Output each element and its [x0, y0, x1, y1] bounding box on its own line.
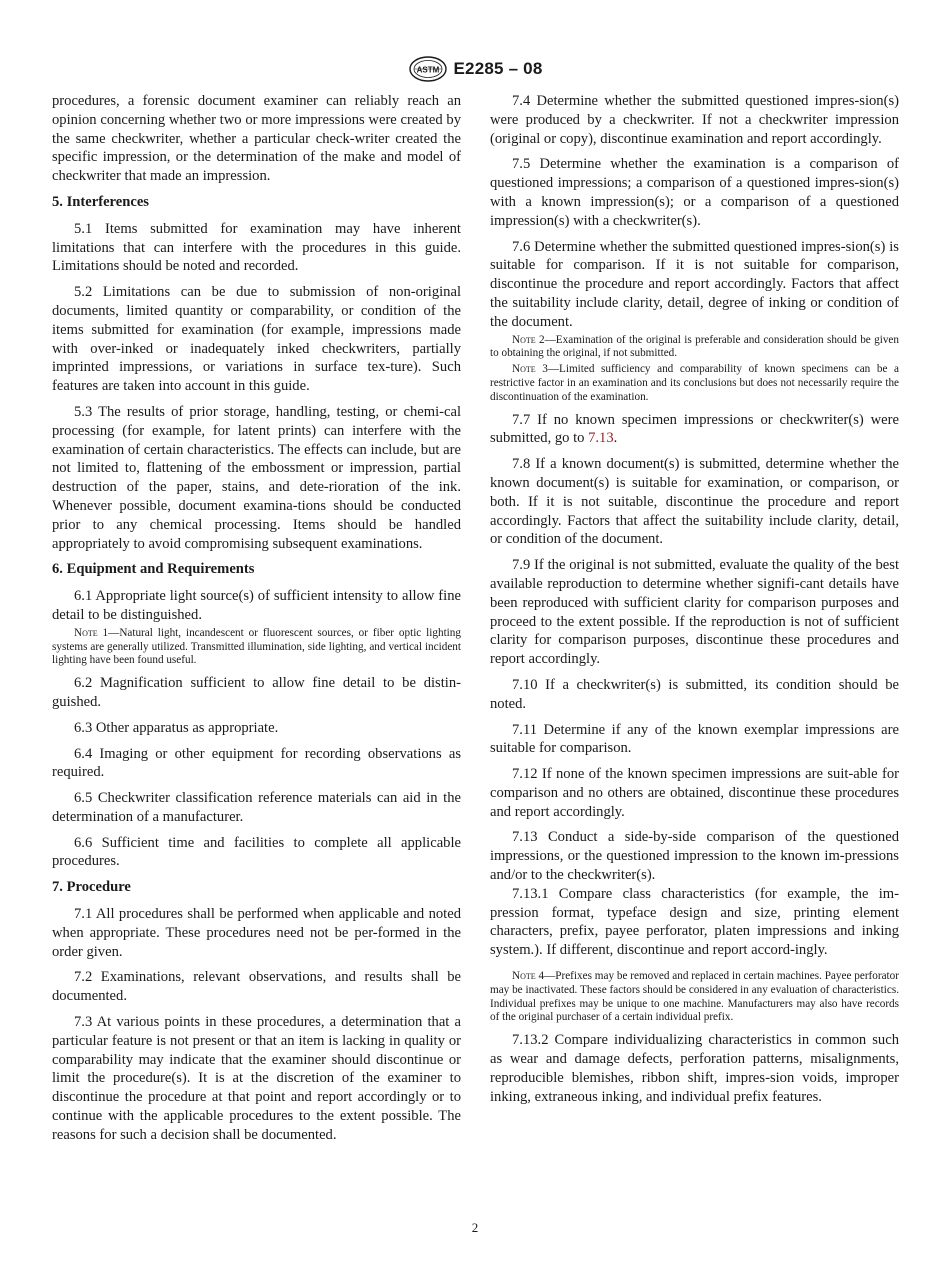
- paragraph-7-2: 7.2 Examinations, relevant observations, and results shall be documented.: [52, 969, 461, 1005]
- section-7-heading: 7. Procedure: [52, 879, 131, 896]
- document-designation: E2285 – 08: [453, 59, 543, 78]
- paragraph-7-10: 7.10 If a checkwriter(s) is submitted, its condition should be noted.: [490, 676, 899, 712]
- intro-paragraph: procedures, a forensic document examiner can reliably reach an opinion concerning whether two or more impressions were created by the same checkwriter, whether a particular check-writer created the specific impression, or the determination of the make and model of checkwriter that made an impression.: [52, 93, 461, 185]
- section-6-heading: 6. Equipment and Requirements: [52, 561, 255, 578]
- paragraph-7-6: 7.6 Determine whether the submitted questioned impres-sion(s) is suitable for comparison. If it is not suitable for comparison, discontinue the procedure and report accordingly. Factors that affect the suitability include clarity, detail, degree of inking or condition of the document.: [490, 238, 899, 330]
- paragraph-7-3: 7.3 At various points in these procedures, a determination that a particular feature is not present or that an item is lacking in quality or comparability may indicate that the examiner should discontinue or limit the procedure(s). It is at the discretion of the examiner to discontinue the procedure at that point and report accordingly or to continue with the applicable procedures to the extent possible. The reasons for such a decision shall be documented.: [52, 1014, 461, 1143]
- paragraph-7-12: 7.12 If none of the known specimen impressions are suit-able for comparison and no others are obtained, discontinue these procedures and report accordingly.: [490, 766, 899, 820]
- note-1: [52, 627, 461, 668]
- section-5-heading: 5. Interferences: [52, 193, 149, 210]
- link-7-13[interactable]: 7.13: [588, 430, 614, 447]
- paragraph-7-8: 7.8 If a known document(s) is submitted, determine whether the known document(s) is suitable for examination, or comparison, or both. If it is not suitable, discontinue the procedure and report accordingly. Factors that affect the suitability include clarity, detail, or condition of the document.: [490, 456, 899, 548]
- paragraph-7-7: [490, 411, 899, 449]
- paragraph-7-1: 7.1 All procedures shall be performed when applicable and noted when appropriate. These procedures need not be per-formed in the order given.: [52, 906, 461, 960]
- paragraph-6-1: 6.1 Appropriate light source(s) of sufficient intensity to allow fine detail to be distinguished.: [52, 588, 461, 623]
- note-3-text: —Limited sufficiency and comparability of known specimens can be a restrictive factor in an examination and its conclusions but does not necessarily require the discontinuation of the examination.: [490, 363, 899, 403]
- astm-logo: [408, 56, 448, 82]
- paragraph-6-6: 6.6 Sufficient time and facilities to complete all applicable procedures.: [52, 834, 461, 870]
- note-4-text: —Prefixes may be removed and replaced in certain machines. Payee perforator may be inactivated. These factors should be considered in any evaluation of characteristics. Individual prefixes may be unique to one machine. Manufacturers may also have records of the original purchaser of a certain individual prefix.: [490, 970, 899, 1024]
- paragraph-5-1: 5.1 Items submitted for examination may have inherent limitations that can interfere with the procedures in this guide. Limitations should be noted and recorded.: [52, 220, 461, 275]
- paragraph-6-2: 6.2 Magnification sufficient to allow fine detail to be distin-guished.: [52, 675, 461, 710]
- note-1-text: —Natural light, incandescent or fluorescent sources, or fiber optic lighting systems are generally utilized. Transmitted illumination, side lighting, and vertical incident lighting have been found useful.: [52, 626, 461, 667]
- paragraph-5-3: 5.3 The results of prior storage, handling, testing, or chemi-cal processing (for example, for latent prints) can interfere with the examination of certain characteristics. The effects can include, but are not limited to, flattening of the embossment or impression, partial destruction of the paper, stains, and dete-rioration of the ink. Whenever possible, document examina-tions should be conducted prior to any chemical processing. Items should be handled appropriately to avoid compromising subsequent examinations.: [52, 403, 461, 552]
- svg-text:ASTM: ASTM: [416, 65, 439, 75]
- paragraph-7-7-end: .: [613, 430, 618, 447]
- page-header: [0, 55, 950, 83]
- note-4-label: Note 4: [512, 970, 545, 983]
- paragraph-7-13: 7.13 Conduct a side-by-side comparison of the questioned impressions, or the questioned impression to the known im-pressions and/or to the checkwriter(s).: [490, 829, 899, 884]
- paragraph-7-5: 7.5 Determine whether the examination is a comparison of questioned impressions; a comparison of a questioned impres-sion(s) with a known impression(s); or a comparison of a questioned impression(s) with a checkwriter(s).: [490, 156, 899, 229]
- note-3: [490, 363, 899, 404]
- paragraph-6-4: 6.4 Imaging or other equipment for recording observations as required.: [52, 745, 461, 781]
- paragraph-5-2: 5.2 Limitations can be due to submission of non-original documents, limited quantity or comparability, or condition of the items submitted for examination (for example, impressions made with over-inked or inadequately inked checkwriters, partially imprinted impressions, or variations in surface tex-ture). Such features are taken into account in this guide.: [52, 284, 461, 395]
- paragraph-7-11: 7.11 Determine if any of the known exemplar impressions are suitable for comparison.: [490, 721, 899, 757]
- page-number: 2: [471, 1220, 479, 1235]
- note-2-label: Note 2: [512, 333, 545, 346]
- paragraph-6-5: 6.5 Checkwriter classification reference materials can aid in the determination of a manufacturer.: [52, 790, 461, 825]
- note-1-label: Note 1: [74, 626, 109, 639]
- note-4: [490, 970, 899, 1025]
- note-3-label: Note 3: [512, 363, 548, 376]
- paragraph-6-3: 6.3 Other apparatus as appropriate.: [74, 719, 279, 736]
- paragraph-7-7-text: 7.7 If no known specimen impressions or checkwriter(s) were submitted, go to: [490, 411, 899, 447]
- right-column: [490, 92, 899, 1113]
- note-2-text: —Examination of the original is preferable and consideration should be given to obtaining the original, if not submitted.: [490, 333, 899, 360]
- note-2: [490, 334, 899, 362]
- paragraph-7-13-2: 7.13.2 Compare individualizing characteristics in common such as wear and damage defects, perforation patterns, misalignments, reproducible blemishes, ribbon shift, impres-sion voids, improper inking, extraneous inking, and individual prefix features.: [490, 1032, 899, 1105]
- left-column: [52, 92, 461, 1152]
- paragraph-7-13-1: 7.13.1 Compare class characteristics (for example, the im-pression format, typeface design and size, printing element characters, prefix, payee perforator, platen impressions and inking system.). If different, discontinue and report accord-ingly.: [490, 885, 899, 959]
- paragraph-7-9: 7.9 If the original is not submitted, evaluate the quality of the best available reproduction to determine whether signifi-cant details have been reproduced with sufficient clarity for comparison purposes and proceed to the extent possible. If the reproduction is not of sufficient clarity for comparison purposes, discontinue these procedures and report accordingly.: [490, 557, 899, 668]
- paragraph-7-4: 7.4 Determine whether the submitted questioned impres-sion(s) were produced by a checkwriter. If not a checkwriter impression (original or copy), discontinue examination and report accordingly.: [490, 93, 899, 147]
